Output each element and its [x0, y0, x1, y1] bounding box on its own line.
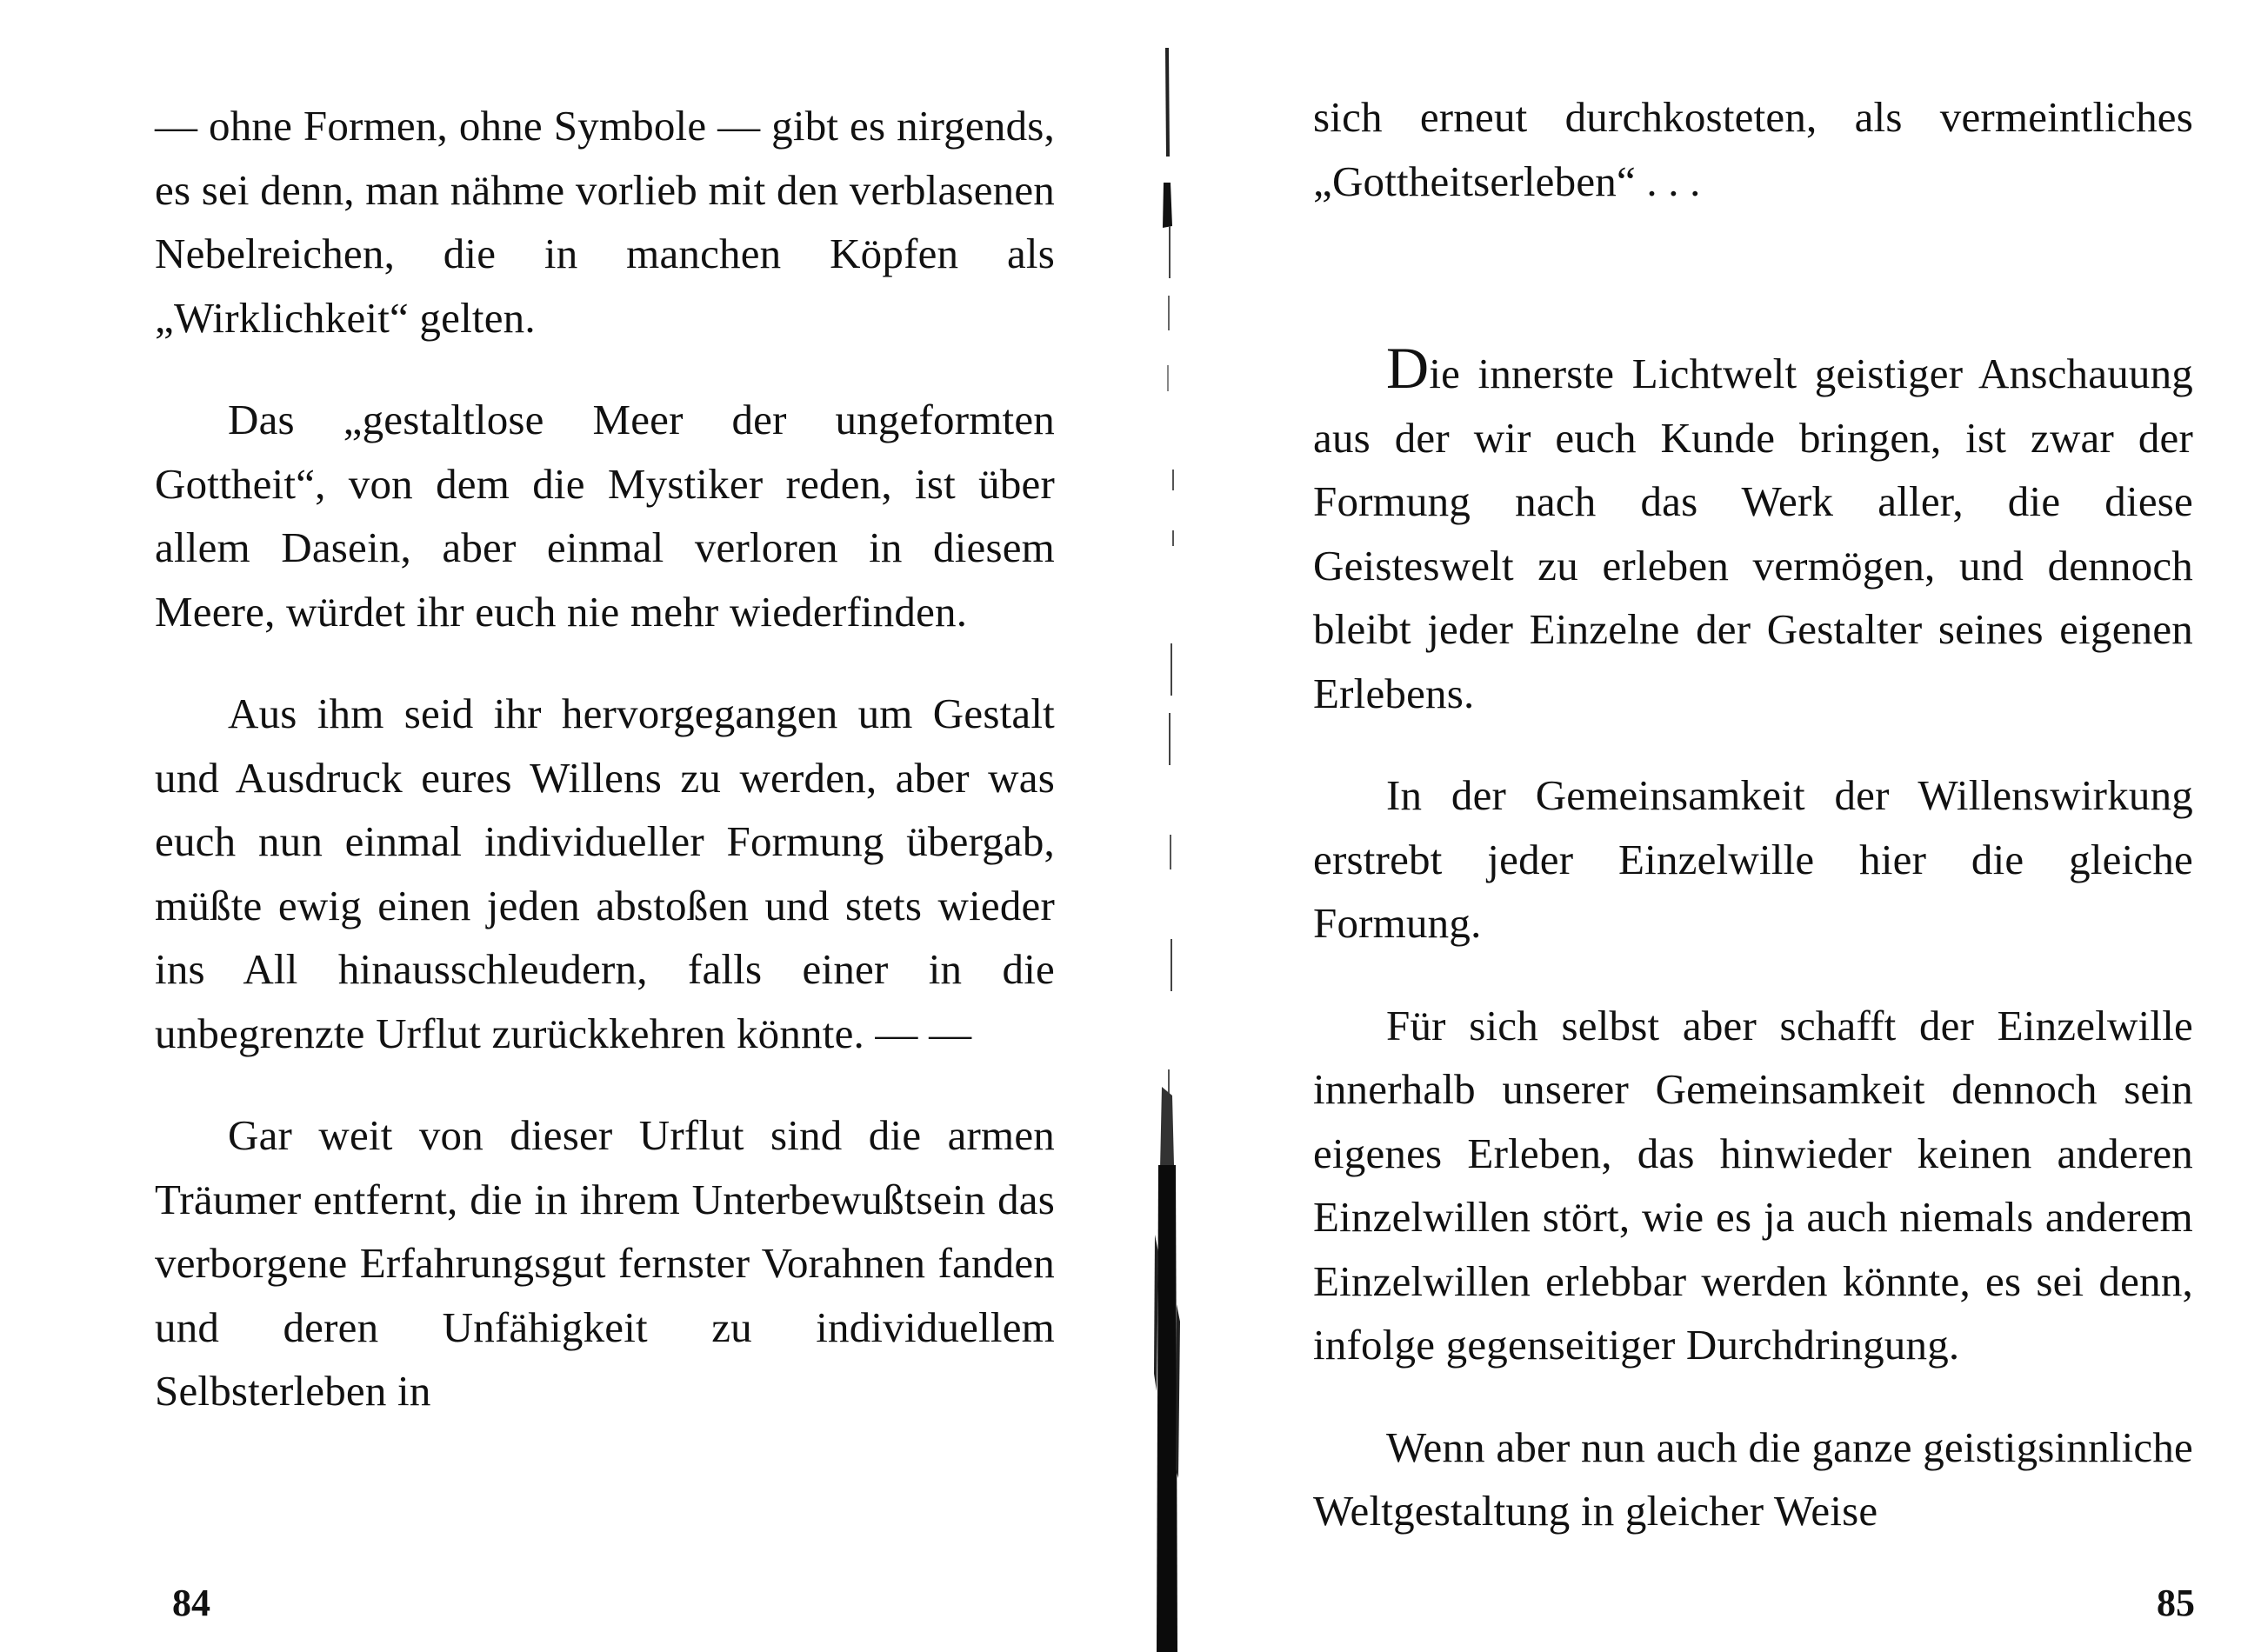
right-page-number: 85 [2157, 1582, 2195, 1624]
section-initial-letter: D [1386, 335, 1430, 401]
right-paragraph-3: Für sich selbst aber schafft der Einzelwille innerhalb unserer Gemeinsamkeit dennoch sein eigenes Erleben, das hinwieder keinen anderen Einzelwillen stört, wie es ja auch niemals anderem Einzelwillen erlebbar werden könnte, es sei denn, infolge gegenseitiger Durchdringung. [1313, 1001, 2193, 1369]
left-paragraph-3: Aus ihm seid ihr hervorgegangen um Gestalt und Ausdruck eures Willens zu werden, aber was euch nun einmal individueller Formung übergab, müßte ewig einen jeden abstoßen und stets wieder ins All hinausschleudern, falls einer in die unbegrenzte Urflut zurückkehren könnte. — — [155, 689, 1055, 1057]
right-section-paragraph-1-text: ie innerste Lichtwelt geistiger Anschauung aus der wir euch Kunde bringen, ist zwar der Formung nach das Werk aller, die diese Geisteswelt zu erleben vermögen, und dennoch bleibt jeder Einzelne der Gestalter seines eigenen Erlebens. [1313, 350, 2193, 717]
left-page-number: 84 [172, 1582, 210, 1624]
left-paragraph-4: Gar weit von dieser Urflut sind die armen Träumer entfernt, die in ihrem Unterbewußtsein das verborgene Erfahrungsgut fernster Vorahnen fanden und deren Unfähigkeit zu individuellem Selbsterleben in [155, 1111, 1055, 1415]
left-paragraph-1: — ohne Formen, ohne Symbole — gibt es nirgends, es sei denn, man nähme vorlieb mit den verblasenen Nebelreichen, die in manchen Köpfen als „Wirklichkeit“ gelten. [155, 102, 1055, 342]
right-opening-paragraph: sich erneut durchkosteten, als vermeintliches „Gottheitserleben“ . . . [1313, 93, 2193, 205]
right-paragraph-4: Wenn aber nun auch die ganze geistigsinnliche Weltgestaltung in gleicher Weise [1313, 1422, 2193, 1535]
right-section-paragraph-1 [1313, 335, 2193, 725]
left-paragraph-2: Das „gestaltlose Meer der ungeformten Gottheit“, von dem die Mystiker reden, ist über allem Dasein, aber einmal verloren in diesem Meere, würdet ihr euch nie mehr wiederfinden. [155, 396, 1055, 636]
right-page-text [1313, 85, 2193, 1543]
right-page [1183, 0, 2261, 1652]
left-page-text [155, 94, 1055, 1423]
right-paragraph-2: In der Gemeinsamkeit der Willenswirkung erstrebt jeder Einzelwille hier die gleiche Formung. [1313, 771, 2193, 947]
